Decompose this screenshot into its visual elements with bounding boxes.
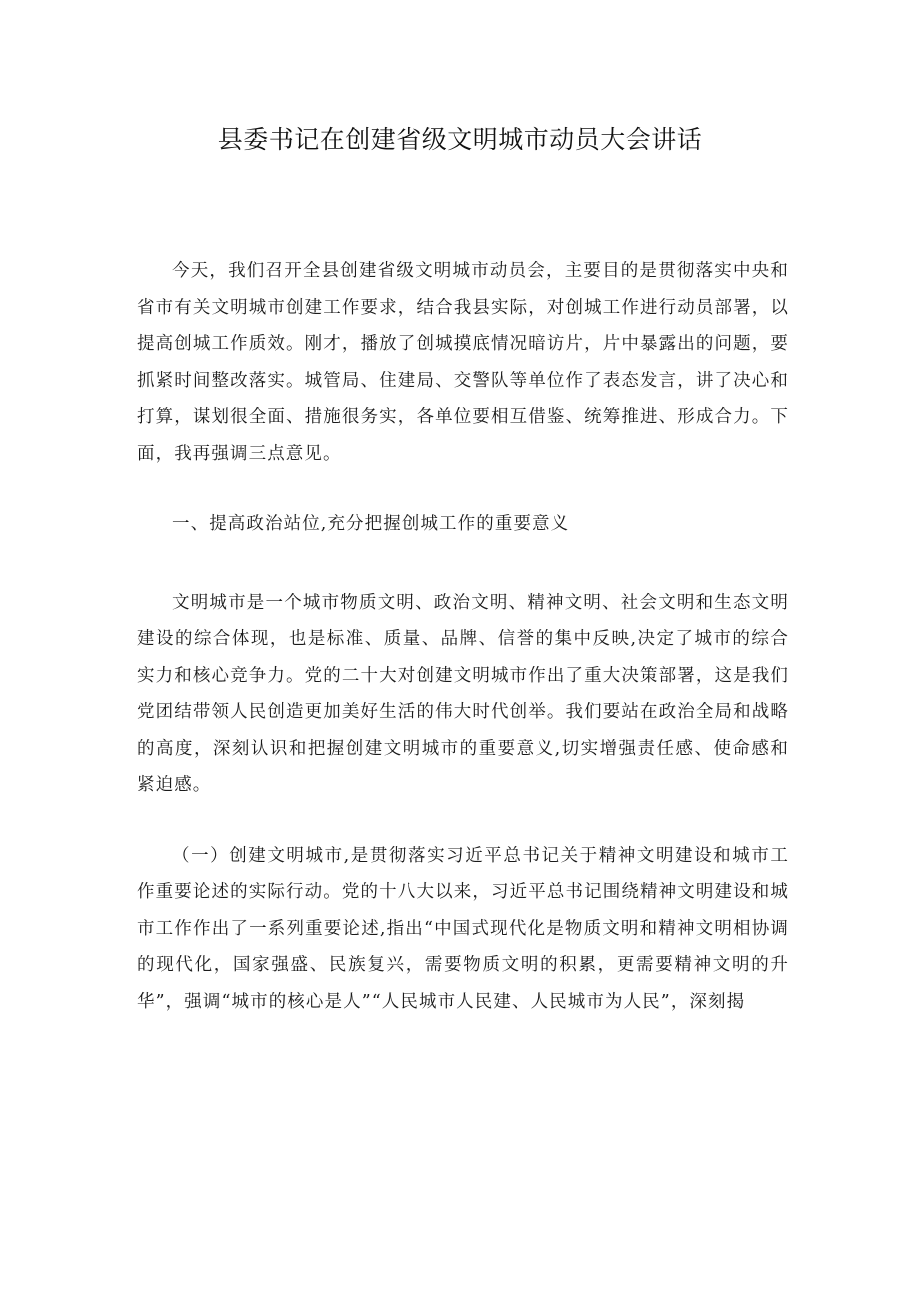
- paragraph-opening: 今天，我们召开全县创建省级文明城市动员会，主要目的是贯彻落实中央和省市有关文明城市创建工作要求，结合我县实际，对创城工作进行动员部署，以提高创城工作质效。刚才，播放了创城摸底情况暗访片，片中暴露出的问题，要抓紧时间整改落实。城管局、住建局、交警队等单位作了表态发言，讲了决心和打算，谋划很全面、措施很务实，各单位要相互借鉴、统筹推进、形成合力。下面，我再强调三点意见。: [137, 261, 789, 464]
- paragraph-subpoint-1: （一）创建文明城市,是贯彻落实习近平总书记关于精神文明建设和城市工作重要论述的实际行动。党的十八大以来，习近平总书记围绕精神文明建设和城市工作作出了一系列重要论述,指出“中国式现代化是物质文明和精神文明相协调的现代化，国家强盛、民族复兴，需要物质文明的积累，更需要精神文明的升华”，强调“城市的核心是人”“人民城市人民建、人民城市为人民”，深刻揭: [137, 845, 789, 1012]
- document-body: [137, 253, 789, 1054]
- document-title: 县委书记在创建省级文明城市动员大会讲话: [217, 125, 703, 154]
- section-heading-1: 一、提高政治站位,充分把握创城工作的重要意义: [172, 514, 570, 534]
- paragraph-civilized-city: 文明城市是一个城市物质文明、政治文明、精神文明、社会文明和生态文明建设的综合体现，也是标准、质量、品牌、信誉的集中反映,决定了城市的综合实力和核心竞争力。党的二十大对创建文明城市作出了重大决策部署，这是我们党团结带领人民创造更加美好生活的伟大时代创举。我们要站在政治全局和战略的高度，深刻认识和把握创建文明城市的重要意义,切实增强责任感、使命感和紧迫感。: [137, 592, 789, 795]
